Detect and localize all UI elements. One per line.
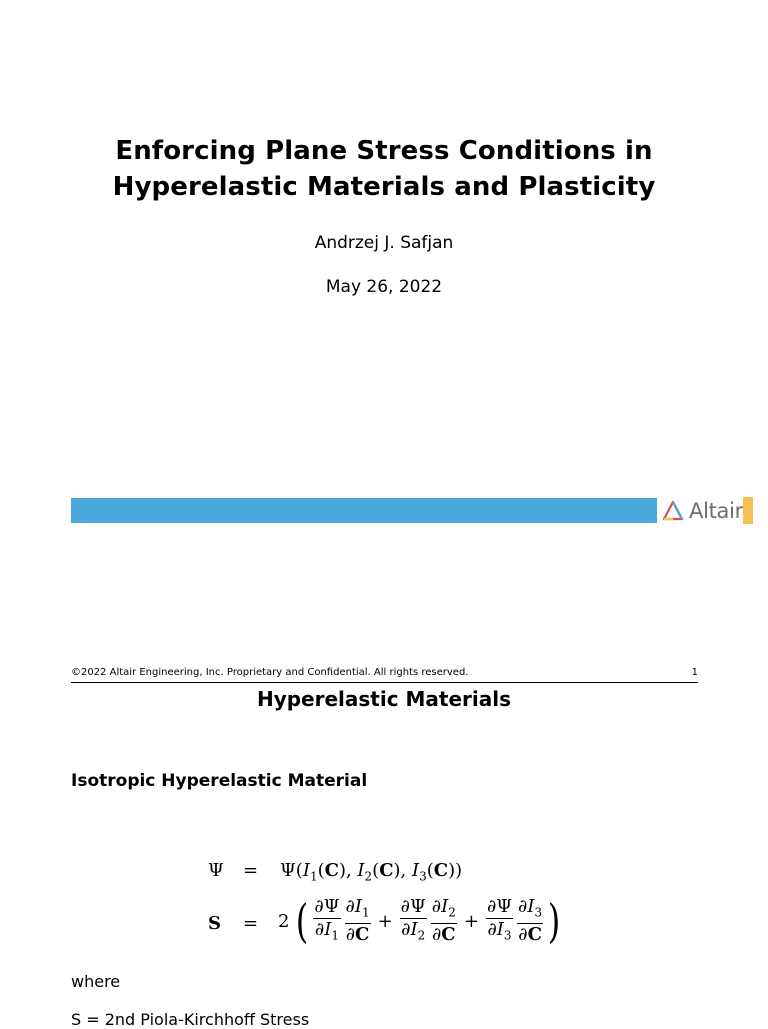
author: Andrzej J. Safjan bbox=[314, 233, 454, 253]
slide-title: Hyperelastic Materials bbox=[256, 687, 512, 711]
slide-footer bbox=[71, 667, 698, 678]
logo-text: Altair bbox=[689, 498, 743, 523]
equation-1-rhs: $\Psi(I_1(C)$, $I_2(C)$, $I_3(C)$) bbox=[280, 860, 463, 884]
equation-1-equals: = bbox=[243, 860, 259, 881]
title-line-2: Hyperelastic Materials and Plasticity bbox=[112, 172, 656, 202]
page-number: 1 bbox=[691, 667, 698, 678]
copyright-text: ©2022 Altair Engineering, Inc. Proprietary and Confidential. All rights reserved. bbox=[71, 667, 469, 678]
equation-2-lhs: S bbox=[208, 913, 221, 934]
logo-accent-bar bbox=[743, 497, 753, 524]
date: May 26, 2022 bbox=[325, 277, 443, 297]
title-line-1: Enforcing Plane Stress Conditions in bbox=[115, 136, 653, 166]
equation-2-equals: = bbox=[243, 913, 259, 934]
presentation-title bbox=[0, 133, 768, 205]
title-banner-bar bbox=[71, 498, 657, 523]
equation-2-rhs: 2 ( $\frac{\partial\Psi}{\partial I_1}$ $\frac{\partial I_1}{\partial C}$ + $\frac{\partial\Psi}{\partial I_2}$ $\frac{\partial I_2}{\partial C}$ + $\frac{\partial\Psi}{\partial I_3}$ $\frac{\partial I_3}{\partial C}$ ) bbox=[278, 894, 561, 948]
section-heading: Isotropic Hyperelastic Material bbox=[71, 771, 368, 791]
footer-rule bbox=[71, 682, 698, 683]
definition-text: S = 2nd Piola-Kirchhoff Stress bbox=[71, 1010, 310, 1029]
altair-logo bbox=[662, 497, 743, 524]
where-text: where bbox=[71, 972, 121, 991]
altair-triangle-icon bbox=[662, 500, 684, 522]
equation-1-lhs: Ψ bbox=[208, 860, 224, 881]
